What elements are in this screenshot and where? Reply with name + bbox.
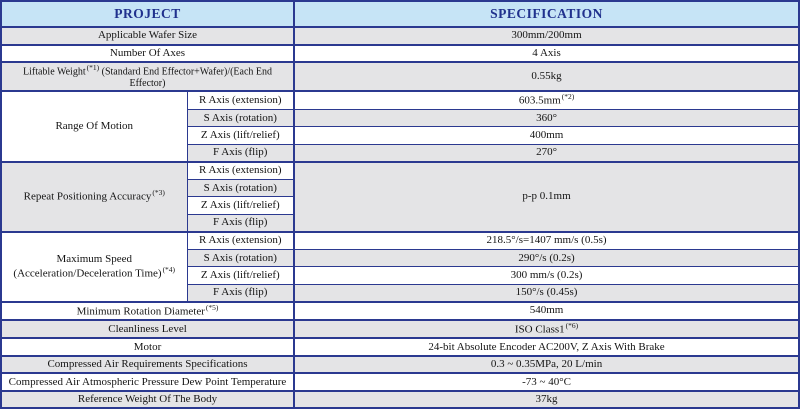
liftable-weight-value: 0.55kg [294, 62, 799, 91]
repeat-s-axis-label: S Axis (rotation) [187, 179, 294, 197]
footnote-3-marker: (*3) [152, 188, 165, 198]
liftable-weight-label-cont: (Standard End Effector+Wafer)/(Each End Effector) [101, 66, 273, 89]
min-rotation-diameter-value: 540mm [294, 302, 799, 320]
liftable-weight-label-text: Liftable Weight [23, 66, 86, 78]
footnote-5-marker: (*5) [205, 302, 219, 312]
row-wafer-size [1, 27, 799, 45]
project-header: PROJECT [1, 1, 294, 27]
repeat-z-axis-label: Z Axis (lift/relief) [187, 197, 294, 215]
row-liftable-weight [1, 62, 799, 91]
number-of-axes-value: 4 Axis [294, 45, 799, 63]
row-dew-point-temperature [1, 373, 799, 391]
motor-label: Motor [1, 338, 294, 356]
reference-weight-label: Reference Weight Of The Body [1, 391, 294, 409]
speed-z-axis-value: 300 mm/s (0.2s) [294, 267, 799, 285]
maximum-speed-label-line2-text: (Acceleration/Deceleration Time) [13, 267, 162, 280]
range-f-axis-label: F Axis (flip) [187, 144, 294, 162]
range-s-axis-value: 360° [294, 109, 799, 127]
row-cleanliness-level [1, 320, 799, 338]
min-rotation-diameter-label [1, 302, 294, 320]
repeat-r-axis-label: R Axis (extension) [187, 162, 294, 180]
speed-s-axis-value: 290°/s (0.2s) [294, 249, 799, 267]
range-z-axis-value: 400mm [294, 127, 799, 145]
maximum-speed-label-line1: Maximum Speed [56, 253, 132, 266]
row-range-r-axis [1, 91, 799, 109]
range-r-axis-value-text: 603.5mm [518, 94, 561, 107]
min-rotation-diameter-label-text: Minimum Rotation Diameter [76, 305, 205, 318]
range-s-axis-label: S Axis (rotation) [187, 109, 294, 127]
row-speed-r-axis [1, 232, 799, 250]
cleanliness-level-value-text: ISO Class1 [514, 323, 565, 336]
speed-f-axis-label: F Axis (flip) [187, 284, 294, 302]
row-min-rotation-diameter [1, 302, 799, 320]
speed-f-axis-value: 150°/s (0.45s) [294, 284, 799, 302]
row-repeat-r-axis [1, 162, 799, 180]
maximum-speed-section-label [1, 232, 187, 302]
speed-r-axis-value: 218.5°/s=1407 mm/s (0.5s) [294, 232, 799, 250]
dew-point-temperature-value: -73 ~ 40°C [294, 373, 799, 391]
motor-value: 24-bit Absolute Encoder AC200V, Z Axis With Brake [294, 338, 799, 356]
repeat-accuracy-label-text: Repeat Positioning Accuracy [23, 191, 152, 204]
liftable-weight-label [1, 62, 294, 91]
speed-r-axis-label: R Axis (extension) [187, 232, 294, 250]
range-f-axis-value: 270° [294, 144, 799, 162]
repeat-f-axis-label: F Axis (flip) [187, 214, 294, 232]
footnote-6-marker: (*6) [565, 320, 579, 330]
compressed-air-requirements-value: 0.3 ~ 0.35MPa, 20 L/min [294, 356, 799, 374]
dew-point-temperature-label: Compressed Air Atmospheric Pressure Dew Point Temperature [1, 373, 294, 391]
range-z-axis-label: Z Axis (lift/relief) [187, 127, 294, 145]
cleanliness-level-label: Cleanliness Level [1, 320, 294, 338]
speed-s-axis-label: S Axis (rotation) [187, 249, 294, 267]
wafer-size-label: Applicable Wafer Size [1, 27, 294, 45]
number-of-axes-label: Number Of Axes [1, 45, 294, 63]
footnote-1-marker: (*1) [86, 63, 100, 72]
specification-header: SPECIFICATION [294, 1, 799, 27]
repeat-accuracy-section-label [1, 162, 187, 232]
row-reference-weight [1, 391, 799, 409]
maximum-speed-label-line2 [4, 266, 185, 280]
header-row [1, 1, 799, 27]
cleanliness-level-value [294, 320, 799, 338]
row-compressed-air-requirements [1, 356, 799, 374]
range-r-axis-label: R Axis (extension) [187, 91, 294, 109]
range-of-motion-section-label: Range Of Motion [1, 91, 187, 161]
reference-weight-value: 37kg [294, 391, 799, 409]
row-number-of-axes [1, 45, 799, 63]
footnote-4-marker: (*4) [162, 264, 176, 274]
compressed-air-requirements-label: Compressed Air Requirements Specifications [1, 356, 294, 374]
footnote-2-marker: (*2) [561, 92, 575, 102]
row-motor [1, 338, 799, 356]
range-r-axis-value [294, 91, 799, 109]
repeat-accuracy-merged-value: p-p 0.1mm [294, 162, 799, 232]
speed-z-axis-label: Z Axis (lift/relief) [187, 267, 294, 285]
wafer-size-value: 300mm/200mm [294, 27, 799, 45]
